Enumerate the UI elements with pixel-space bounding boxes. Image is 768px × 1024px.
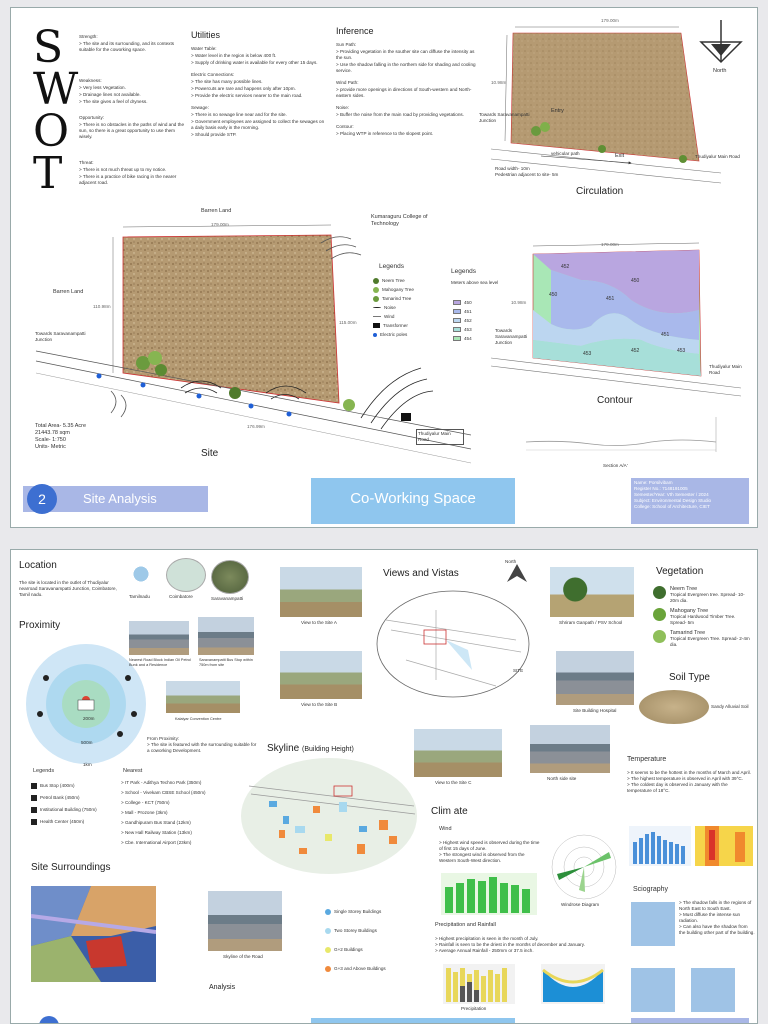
swot-threat: [79, 160, 184, 187]
bus-stop-icon: [31, 783, 37, 789]
skyline-swatch: [325, 928, 331, 934]
location-title: Location: [19, 560, 57, 571]
sun-path-title: Sun Path:: [336, 42, 357, 47]
transformer-icon: [373, 323, 380, 328]
info-line: Subject: Environmental Design Studio: [634, 498, 712, 503]
skyline-subtitle: (Building Height): [302, 746, 354, 753]
vista-caption: View to the Site B: [301, 702, 338, 707]
skyline-map: [239, 756, 419, 876]
vegetation-desc: Tropical Hardwood Timber Tree. Spread- 5m: [670, 614, 736, 625]
contour-swatch: [453, 309, 461, 314]
skyline-legend: [325, 902, 415, 978]
vista-caption: View to the Site C: [435, 780, 472, 785]
skyline-legend-item: [325, 940, 415, 959]
legend-mahogany: [373, 285, 448, 294]
sciography-item: > Must diffuse the intense sun radiation.: [679, 912, 741, 923]
water-item: > Water level in the region is below 400 ft.: [191, 53, 277, 58]
skyline-legend-label: G+2 Buildings: [334, 946, 363, 952]
vegetation-desc: Tropical Evergreen tree. Spread- 10-20m dia.: [670, 592, 745, 603]
inference-text: [336, 42, 476, 138]
contour-legend-item: [453, 298, 472, 307]
vegetation-text: [670, 586, 753, 608]
road-note: Road width- 10m: [495, 166, 530, 171]
sciography-item: > The shadow falls in the regions of North East to South East.: [679, 900, 752, 911]
vista-photo: [555, 650, 635, 706]
contour-legend-item: [453, 316, 472, 325]
legend-label: Mahogany Tree: [382, 286, 414, 292]
noise-icon: [373, 307, 381, 308]
opportunity-text: > There is no obstacles in the paths of wind and the sun, so there is a great opportunity to use them wisely.: [79, 122, 185, 139]
site-towards: Towards Saravanampatti Junction: [35, 331, 86, 342]
legend-bus-stop: [31, 780, 121, 792]
weakness-text: > The site gives a feel of dryness.: [79, 99, 148, 104]
noise-title: Noise:: [336, 105, 350, 110]
info-line: Semester/Year: Vth Semester / 2024: [634, 492, 709, 497]
sciography-title: Sciography: [633, 886, 669, 893]
contour-level-label: 450: [631, 278, 640, 284]
circulation-towards: Towards Saravanampatti Junction: [479, 112, 530, 123]
coimbatore-map: [166, 558, 206, 592]
temperature-title: Temperature: [627, 756, 667, 763]
proximity-note-title: From Proximity:: [147, 736, 180, 741]
legend-label: Neem Tree: [382, 277, 405, 283]
swot-letter-w: W: [33, 64, 79, 115]
legend-label: Institutional Building (750m): [40, 807, 97, 812]
petrol-icon: [31, 795, 37, 801]
graduation-cap-icon: [31, 807, 37, 813]
sewage-item: > There is no sewage line near and for the site.: [191, 112, 287, 117]
electric-item: > Provide the electric services nearer to the main road.: [191, 93, 303, 98]
circulation-main-road: Thudiyalur Main Road: [695, 154, 740, 159]
vista-photo: [413, 728, 503, 778]
vegetation-text: [670, 608, 753, 630]
circulation-title: Circulation: [576, 186, 624, 197]
sciography-diagram: [691, 968, 735, 1012]
contour-level-label: 452: [561, 264, 570, 270]
section-number-badge: 2: [27, 484, 57, 514]
sun-path-item: > Providing vegetation in the souther site can diffuse the intensity as the sun.: [336, 49, 475, 60]
contour-legend-item: [453, 325, 472, 334]
temperature-text: [627, 770, 753, 794]
inference-title: Inference: [336, 26, 374, 36]
skyline-legend-item: [325, 959, 415, 978]
opportunity-title: Opportunity:: [79, 115, 105, 120]
circulation-vehicular: vehicular path: [551, 151, 580, 156]
nearest-title: Nearest: [123, 768, 143, 774]
legend-label: Bus Stop (400m): [40, 783, 75, 788]
legend-label: Petrol Bank (450m): [40, 795, 80, 800]
nearest-item: > New Hall Railway Station (13km): [121, 830, 192, 835]
ring-label: 200m: [83, 716, 95, 721]
contour-swatch: [453, 300, 461, 305]
precipitation-chart: [443, 964, 515, 1004]
weakness-text: > Drainage lines not available.: [79, 92, 141, 97]
wind-title: Wind: [439, 826, 452, 832]
site-legend: [373, 276, 448, 339]
sewage-item: > Government employees are assigned to collect the sewages on a daily basis early in the morning.: [191, 119, 325, 130]
skyline-legend-label: Single Storey Buildings: [334, 908, 382, 914]
site-main-road: Thudiyalur Main Road: [416, 429, 464, 445]
site-legend-title: Legends: [379, 263, 404, 270]
skyline-legend-label: G+3 and Above Buildings: [334, 965, 386, 971]
rain-item: > Highest precipitation is seen in the month of July.: [435, 936, 539, 941]
swot-opportunity: [79, 115, 184, 141]
health-icon: [31, 819, 37, 825]
ring-label: 500m: [81, 740, 93, 745]
wind-path-title: Wind Path:: [336, 80, 359, 85]
proximity-legend: [31, 780, 121, 828]
sheet2-badge: [39, 1016, 59, 1024]
site-stat: Scale- 1:750: [35, 437, 66, 443]
electric-pole-icon: [373, 333, 377, 337]
proximity-title: Proximity: [19, 620, 61, 631]
contour-title: Contour: [597, 395, 633, 406]
legend-petrol: [31, 792, 121, 804]
utilities-text: [191, 46, 326, 139]
barren-land-left: Barren Land: [53, 289, 84, 295]
map-label: Coimbatore: [169, 594, 193, 599]
circulation-road-note: [495, 166, 615, 178]
legend-label: Tamarind Tree: [382, 295, 412, 301]
swot-letter-t: T: [33, 148, 63, 199]
skyline-photo: [207, 890, 283, 952]
windrose-caption: Windrose Diagram: [561, 902, 600, 907]
site-stat: 21443.78 sqm: [35, 430, 70, 436]
wind-icon: [373, 316, 381, 317]
barren-land-top: Barren Land: [201, 208, 232, 214]
strength-title: Strength:: [79, 34, 98, 39]
road-note: Pedestrian adjacent to site- 5m: [495, 172, 559, 177]
contour-level-label: 453: [677, 348, 686, 354]
contour-swatch: [453, 327, 461, 332]
legend-health: [31, 816, 121, 828]
tree-icon: [653, 586, 666, 599]
vista-caption: Site Building Hospital: [573, 708, 617, 713]
neem-tree-icon: [373, 278, 379, 284]
circulation-dim-left: 10.98m: [491, 80, 507, 85]
contour-legend-label: 454: [464, 335, 472, 341]
contour-legend-item: [453, 307, 472, 316]
contour-level-label: 451: [661, 332, 670, 338]
skyline-photo-caption: Skyline of the Road: [223, 954, 263, 959]
proximity-note-text: > The site is featured with the surrounding suitable for a coworking Development.: [147, 742, 257, 753]
rain-text: [435, 936, 615, 954]
info-line: College: School of Architecture, CIET: [634, 504, 710, 509]
swot-strength: [79, 34, 184, 54]
site-label: Site: [201, 448, 219, 459]
contour-level-label: 452: [631, 348, 640, 354]
surroundings-title: Site Surroundings: [31, 862, 111, 873]
views-north-label: North: [505, 559, 517, 564]
tree-icon: [653, 630, 666, 643]
sheet2-info-band: [631, 1018, 749, 1024]
legend-label: Transformer: [383, 322, 408, 328]
college-label: Kumaraguru College of Technology: [371, 214, 428, 227]
site-stats: [35, 423, 135, 451]
tree-icon: [653, 608, 666, 621]
sheet2-title-band: [311, 1018, 515, 1024]
proximity-photo: [197, 616, 255, 656]
legend-label: Noise: [384, 304, 396, 310]
skyline-title: Skyline: [267, 743, 300, 754]
sewage-title: Sewage:: [191, 105, 209, 110]
sciography-diagram: [631, 968, 675, 1012]
legend-label: Electric poles: [380, 331, 408, 337]
rain-item: > Average Annual Rainfall - 250mm or 37.5 inch.: [435, 948, 534, 953]
contour-level-label: 453: [583, 351, 592, 357]
wind-path-item: > provide more openings in directions of South-western and North-eastern sides.: [336, 87, 472, 98]
contour-map: [491, 240, 741, 400]
site-dim-left: 110.98m: [93, 304, 111, 309]
vegetation-name: Mahogany Tree: [670, 608, 709, 614]
electric-item: > The site has many possible lines.: [191, 79, 263, 84]
legend-transformer: [373, 321, 448, 330]
vegetation-item: [653, 608, 753, 630]
circulation-exit: Exit: [615, 153, 625, 159]
nearest-item: > School - Vivekam CBSE School (450m): [121, 790, 206, 795]
vegetation-list: [653, 586, 753, 652]
proximity-photo: [128, 620, 190, 656]
sciography-diagram: [631, 902, 675, 946]
section-profile: [521, 412, 721, 460]
tamarind-tree-icon: [373, 296, 379, 302]
skyline-title-row: [267, 743, 354, 754]
weakness-title: Weakness:: [79, 78, 102, 83]
proximity-photo: [165, 680, 241, 714]
nearest-item: > IT Park - Adithya Techno Park (350m): [121, 780, 202, 785]
skyline-swatch: [325, 947, 331, 953]
swot-letter-s: S: [33, 22, 64, 73]
legend-tamarind: [373, 294, 448, 303]
electric-title: Electric Connections:: [191, 72, 235, 77]
soil-photo: [639, 690, 709, 724]
circulation-dim-top: 179.00m: [601, 18, 619, 23]
views-map: [376, 590, 530, 698]
proximity-caption: Nearest Road Block Indian Oil Petrol Bunk and a Residence: [129, 658, 191, 667]
ring-label: 1km: [83, 762, 92, 767]
windrose-diagram: [549, 832, 619, 902]
contour-legend-label: 452: [464, 317, 472, 323]
mahogany-tree-icon: [373, 287, 379, 293]
legend-label: Health Center (450m): [40, 819, 85, 824]
project-title: Co-Working Space: [350, 490, 476, 507]
site-dim-right: 115.00m: [339, 320, 357, 325]
circulation-entry: Entry: [551, 108, 564, 114]
water-title: Water Table:: [191, 46, 217, 51]
contour-legend-title: Legends: [451, 268, 476, 275]
rainfall-chart: [541, 964, 605, 1004]
sun-path-item: > Use the shadow falling in the northern side for shading and cooling service.: [336, 62, 476, 73]
vista-caption: View to the Site A: [301, 620, 337, 625]
vegetation-item: [653, 586, 753, 608]
temperature-heatmap: [695, 826, 753, 866]
contour-dim-top: 179.00m: [601, 242, 619, 247]
contour-swatch: [453, 318, 461, 323]
contour-legend-label: 450: [464, 299, 472, 305]
legend-electric-poles: [373, 330, 448, 339]
vegetation-title: Vegetation: [656, 566, 704, 577]
section-label: Section A/A': [603, 463, 628, 468]
skyline-legend-item: [325, 921, 415, 940]
site-dim-top: 179.00m: [211, 222, 229, 227]
vista-caption: Shriram Ganpath / PSV School: [559, 620, 623, 625]
info-line: Register No.: 7148191005: [634, 486, 688, 491]
sewage-item: > Should provide STP.: [191, 132, 237, 137]
wind-item: > The strongest wind is observed from the Western South-West direction.: [439, 852, 525, 863]
contour-legend-subtitle: Meters above sea level: [451, 280, 499, 285]
proximity-caption: Kalaiyar Convention Centre: [175, 717, 222, 721]
skyline-legend-label: Two Storey Buildings: [334, 927, 377, 933]
contour-legend: [453, 298, 472, 343]
threat-title: Threat:: [79, 160, 94, 165]
site-stat: Units- Metric: [35, 444, 66, 450]
section-title: Site Analysis: [83, 491, 157, 506]
skyline-swatch: [325, 909, 331, 915]
nearest-list: [121, 780, 236, 850]
contour-swatch: [453, 336, 461, 341]
threat-text: > There is not much threat up to my notice.: [79, 167, 167, 172]
sheet-site-analysis: [10, 7, 758, 528]
temperature-item: > The highest temperature is observed in April with 39°C.: [627, 776, 744, 781]
north-label: North: [713, 68, 727, 74]
site-stat: Total Area- 5.35 Acre: [35, 423, 87, 429]
proximity-note: [147, 736, 257, 754]
strength-text: > The site and its surrounding, and its contexts suitable for the coworking space.: [79, 41, 175, 52]
contour-title: Contour:: [336, 124, 354, 129]
vegetation-name: Tamarind Tree: [670, 630, 706, 636]
contour-level-label: 451: [606, 296, 615, 302]
legend-label: Wind: [384, 313, 395, 319]
nearest-item: > College - KCT (750m): [121, 800, 170, 805]
skyline-legend-item: [325, 902, 415, 921]
soil-label: Sandy Alluvial Soil: [711, 704, 749, 709]
contour-dim-left: 10.98m: [511, 300, 527, 305]
swot-letter-o: O: [33, 106, 70, 157]
site-dim-bottom: 176.99m: [247, 424, 265, 429]
legend-institution: [31, 804, 121, 816]
weakness-text: > Very less Vegetation.: [79, 85, 126, 90]
contour-legend-label: 451: [464, 308, 472, 314]
views-title: Views and Vistas: [383, 568, 459, 579]
location-text: The site is located in the outlet of Thudiyalur nearroad Saravanampatti Junction, Coimbatore, Tamil nadu.: [19, 580, 117, 597]
wind-text: [439, 840, 541, 864]
contour-item: > Placing WTP in reference to the slopest point.: [336, 131, 434, 136]
utilities-title: Utilities: [191, 30, 221, 40]
saravanampatti-map: [211, 560, 249, 594]
wind-item: > Highest wind speed is observed during the time of first 15 days of June.: [439, 840, 540, 851]
analysis-title: Analysis: [209, 984, 236, 991]
temperature-chart: [629, 826, 691, 866]
vegetation-item: [653, 630, 753, 652]
rain-item: > Rainfall is seen to be the driest in the months of december and January.: [435, 942, 585, 947]
contour-legend-item: [453, 334, 472, 343]
student-info: [631, 478, 749, 524]
contour-towards: Towards Saravanampatti Junction: [495, 328, 528, 345]
sheet-site-study: [10, 549, 758, 1024]
precipitation-caption: Precipitation: [461, 1006, 487, 1011]
map-label: Tamilnadu: [129, 594, 150, 599]
vegetation-name: Neem Tree: [670, 586, 698, 592]
wind-speed-chart: [441, 873, 537, 915]
soil-title: Soil Type: [669, 672, 710, 683]
climate-title: Clim ate: [431, 806, 468, 817]
north-arrow-icon: [699, 18, 743, 68]
temperature-item: > The coldest day is observed in January with the temperature of 18°C.: [627, 782, 728, 793]
legend-neem: [373, 276, 448, 285]
contour-level-label: 450: [549, 292, 558, 298]
contour-main-road: Thudiyalur Main Road: [709, 364, 742, 375]
vegetation-desc: Tropical Evergreen Tree. Spread- 2-4m dia.: [670, 636, 750, 647]
legend-wind: [373, 312, 448, 321]
sciography-item: > Can also have the shadow from the building other part of the building.: [679, 924, 755, 935]
proximity-legend-title: Legends: [33, 768, 55, 774]
surroundings-map: [31, 886, 156, 982]
threat-text: > There is a practice of bike racing in the nearer adjacent road.: [79, 174, 177, 185]
vista-photo: [279, 566, 363, 618]
vista-caption: North side site: [547, 776, 577, 781]
info-line: Name: Porsilvibam: [634, 480, 673, 485]
map-label: Saravanampatti: [211, 596, 244, 601]
skyline-swatch: [325, 966, 331, 972]
nearest-item: > Mall - Prozone (3km): [121, 810, 168, 815]
tamilnadu-map: [127, 562, 155, 586]
proximity-caption: Saravanampatti Bus Stop within 750m from site: [199, 658, 253, 667]
temperature-item: > It seems to be the hottest in the months of March and April.: [627, 770, 751, 775]
swot-weakness: [79, 78, 184, 106]
contour-legend-label: 453: [464, 326, 472, 332]
nearest-item: > Cbe. International Airport (23km): [121, 840, 192, 845]
vegetation-text: [670, 630, 753, 652]
views-site-tag: SITE: [513, 668, 524, 673]
electric-item: > Powercuts are rare and happens only after 10pm.: [191, 86, 296, 91]
nearest-item: > Gandhipuram Bus Stand (12km): [121, 820, 191, 825]
rain-title: Precipitation and Rainfall: [435, 922, 496, 928]
vista-photo: [279, 650, 363, 700]
noise-item: > Buffer the noise from the main road by providing vegetations.: [336, 112, 464, 117]
vista-photo: [549, 566, 635, 618]
sciography-text: [679, 900, 755, 936]
water-item: > Supply of drinking water is available for every other 15 days.: [191, 60, 318, 65]
legend-noise: [373, 303, 448, 312]
vista-photo: [529, 724, 611, 774]
